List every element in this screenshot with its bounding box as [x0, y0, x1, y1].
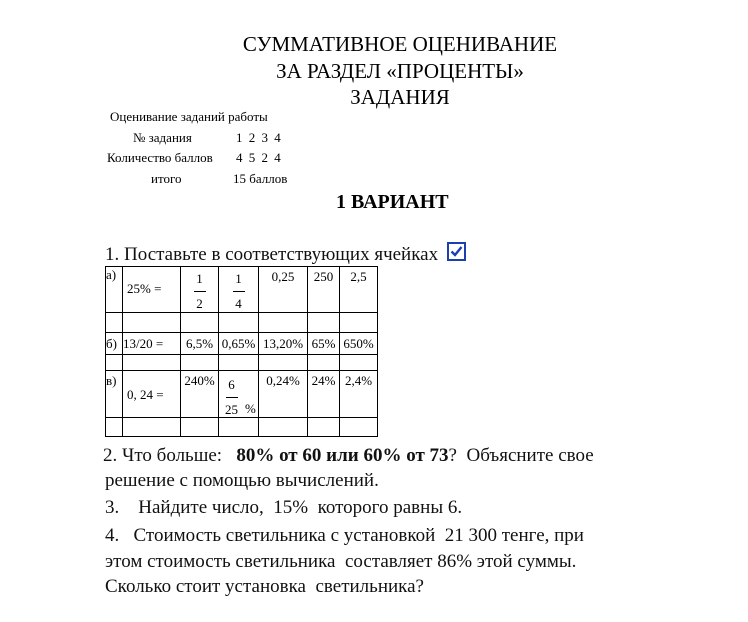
option-cell[interactable]: 2,4% — [340, 371, 378, 418]
answer-cell[interactable] — [259, 418, 308, 437]
answer-cell[interactable] — [340, 355, 378, 371]
row-label: б) — [106, 333, 123, 355]
table-row-empty — [106, 418, 378, 437]
variant-heading: 1 ВАРИАНТ — [336, 191, 449, 213]
task1-instruction: 1. Поставьте в соответствующих ячейках — [105, 244, 439, 265]
checked-checkbox-icon — [447, 242, 466, 261]
answer-cell[interactable] — [181, 313, 219, 333]
option-cell[interactable]: 24% — [308, 371, 340, 418]
answer-cell[interactable] — [308, 418, 340, 437]
table-row-empty — [106, 355, 378, 371]
row-expression: 25% = — [123, 267, 181, 313]
table-row-empty — [106, 313, 378, 333]
task2-emphasis: 80% от 60 или 60% от 73 — [236, 445, 449, 466]
doc-title-line2: ЗА РАЗДЕЛ «ПРОЦЕНТЫ» — [276, 59, 524, 83]
option-cell[interactable]: $\frac{1}{4}$ — [219, 267, 259, 313]
table-row — [106, 267, 378, 313]
task1-text — [105, 244, 466, 266]
row-label: а) — [106, 267, 123, 313]
points-values: 4 5 2 4 — [236, 150, 281, 165]
total-value: 15 баллов — [233, 171, 288, 186]
table-row — [106, 333, 378, 355]
total-label: итого — [151, 171, 182, 186]
answer-cell[interactable] — [308, 355, 340, 371]
option-cell[interactable]: 13,20% — [259, 333, 308, 355]
task3-text: 3. Найдите число, 15% которого равны 6. — [105, 497, 463, 518]
answer-cell[interactable] — [219, 313, 259, 333]
task4-line3: Сколько стоит установка светильника? — [105, 576, 424, 597]
option-cell[interactable]: 650% — [340, 333, 378, 355]
answer-cell[interactable] — [181, 355, 219, 371]
row-label: в) — [106, 371, 123, 418]
task2-line2: решение с помощью вычислений. — [105, 470, 379, 491]
answer-cell[interactable] — [219, 418, 259, 437]
answer-cell[interactable] — [181, 418, 219, 437]
answer-cell[interactable] — [219, 355, 259, 371]
answer-cell[interactable] — [259, 355, 308, 371]
option-cell[interactable]: 6 25 % — [219, 371, 259, 418]
option-cell[interactable]: 250 — [308, 267, 340, 313]
option-cell[interactable]: 6,5% — [181, 333, 219, 355]
option-cell[interactable]: 2,5 — [340, 267, 378, 313]
option-cell[interactable]: 0,65% — [219, 333, 259, 355]
option-cell[interactable]: 0,25 — [259, 267, 308, 313]
answer-cell[interactable] — [340, 418, 378, 437]
task2-line1: 2. Что больше: 80% от 60 или 60% от 73? Объясните свое — [103, 445, 594, 466]
answer-cell[interactable] — [308, 313, 340, 333]
points-label: Количество баллов — [107, 150, 213, 165]
task4-line2: этом стоимость светильника составляет 86% этой суммы. — [105, 551, 577, 572]
answer-cell[interactable] — [259, 313, 308, 333]
option-cell[interactable]: 65% — [308, 333, 340, 355]
row-expression: 0, 24 = — [123, 371, 181, 418]
option-cell[interactable]: 0,24% — [259, 371, 308, 418]
task4-line1: 4. Стоимость светильника с установкой 21 300 тенге, при — [105, 525, 584, 546]
table-row — [106, 371, 378, 418]
grading-caption: Оценивание заданий работы — [110, 109, 268, 124]
task-number-label: № задания — [133, 130, 192, 145]
row-expression: 13/20 = — [123, 333, 181, 355]
answer-cell[interactable] — [340, 313, 378, 333]
doc-title-line3: ЗАДАНИЯ — [350, 85, 450, 109]
option-cell[interactable]: $\frac{1}{2}$ — [181, 267, 219, 313]
task-numbers: 1 2 3 4 — [236, 130, 281, 145]
percent-match-table — [105, 266, 378, 437]
doc-title-line1: СУММАТИВНОЕ ОЦЕНИВАНИЕ — [242, 32, 558, 56]
option-cell[interactable]: 240% — [181, 371, 219, 418]
